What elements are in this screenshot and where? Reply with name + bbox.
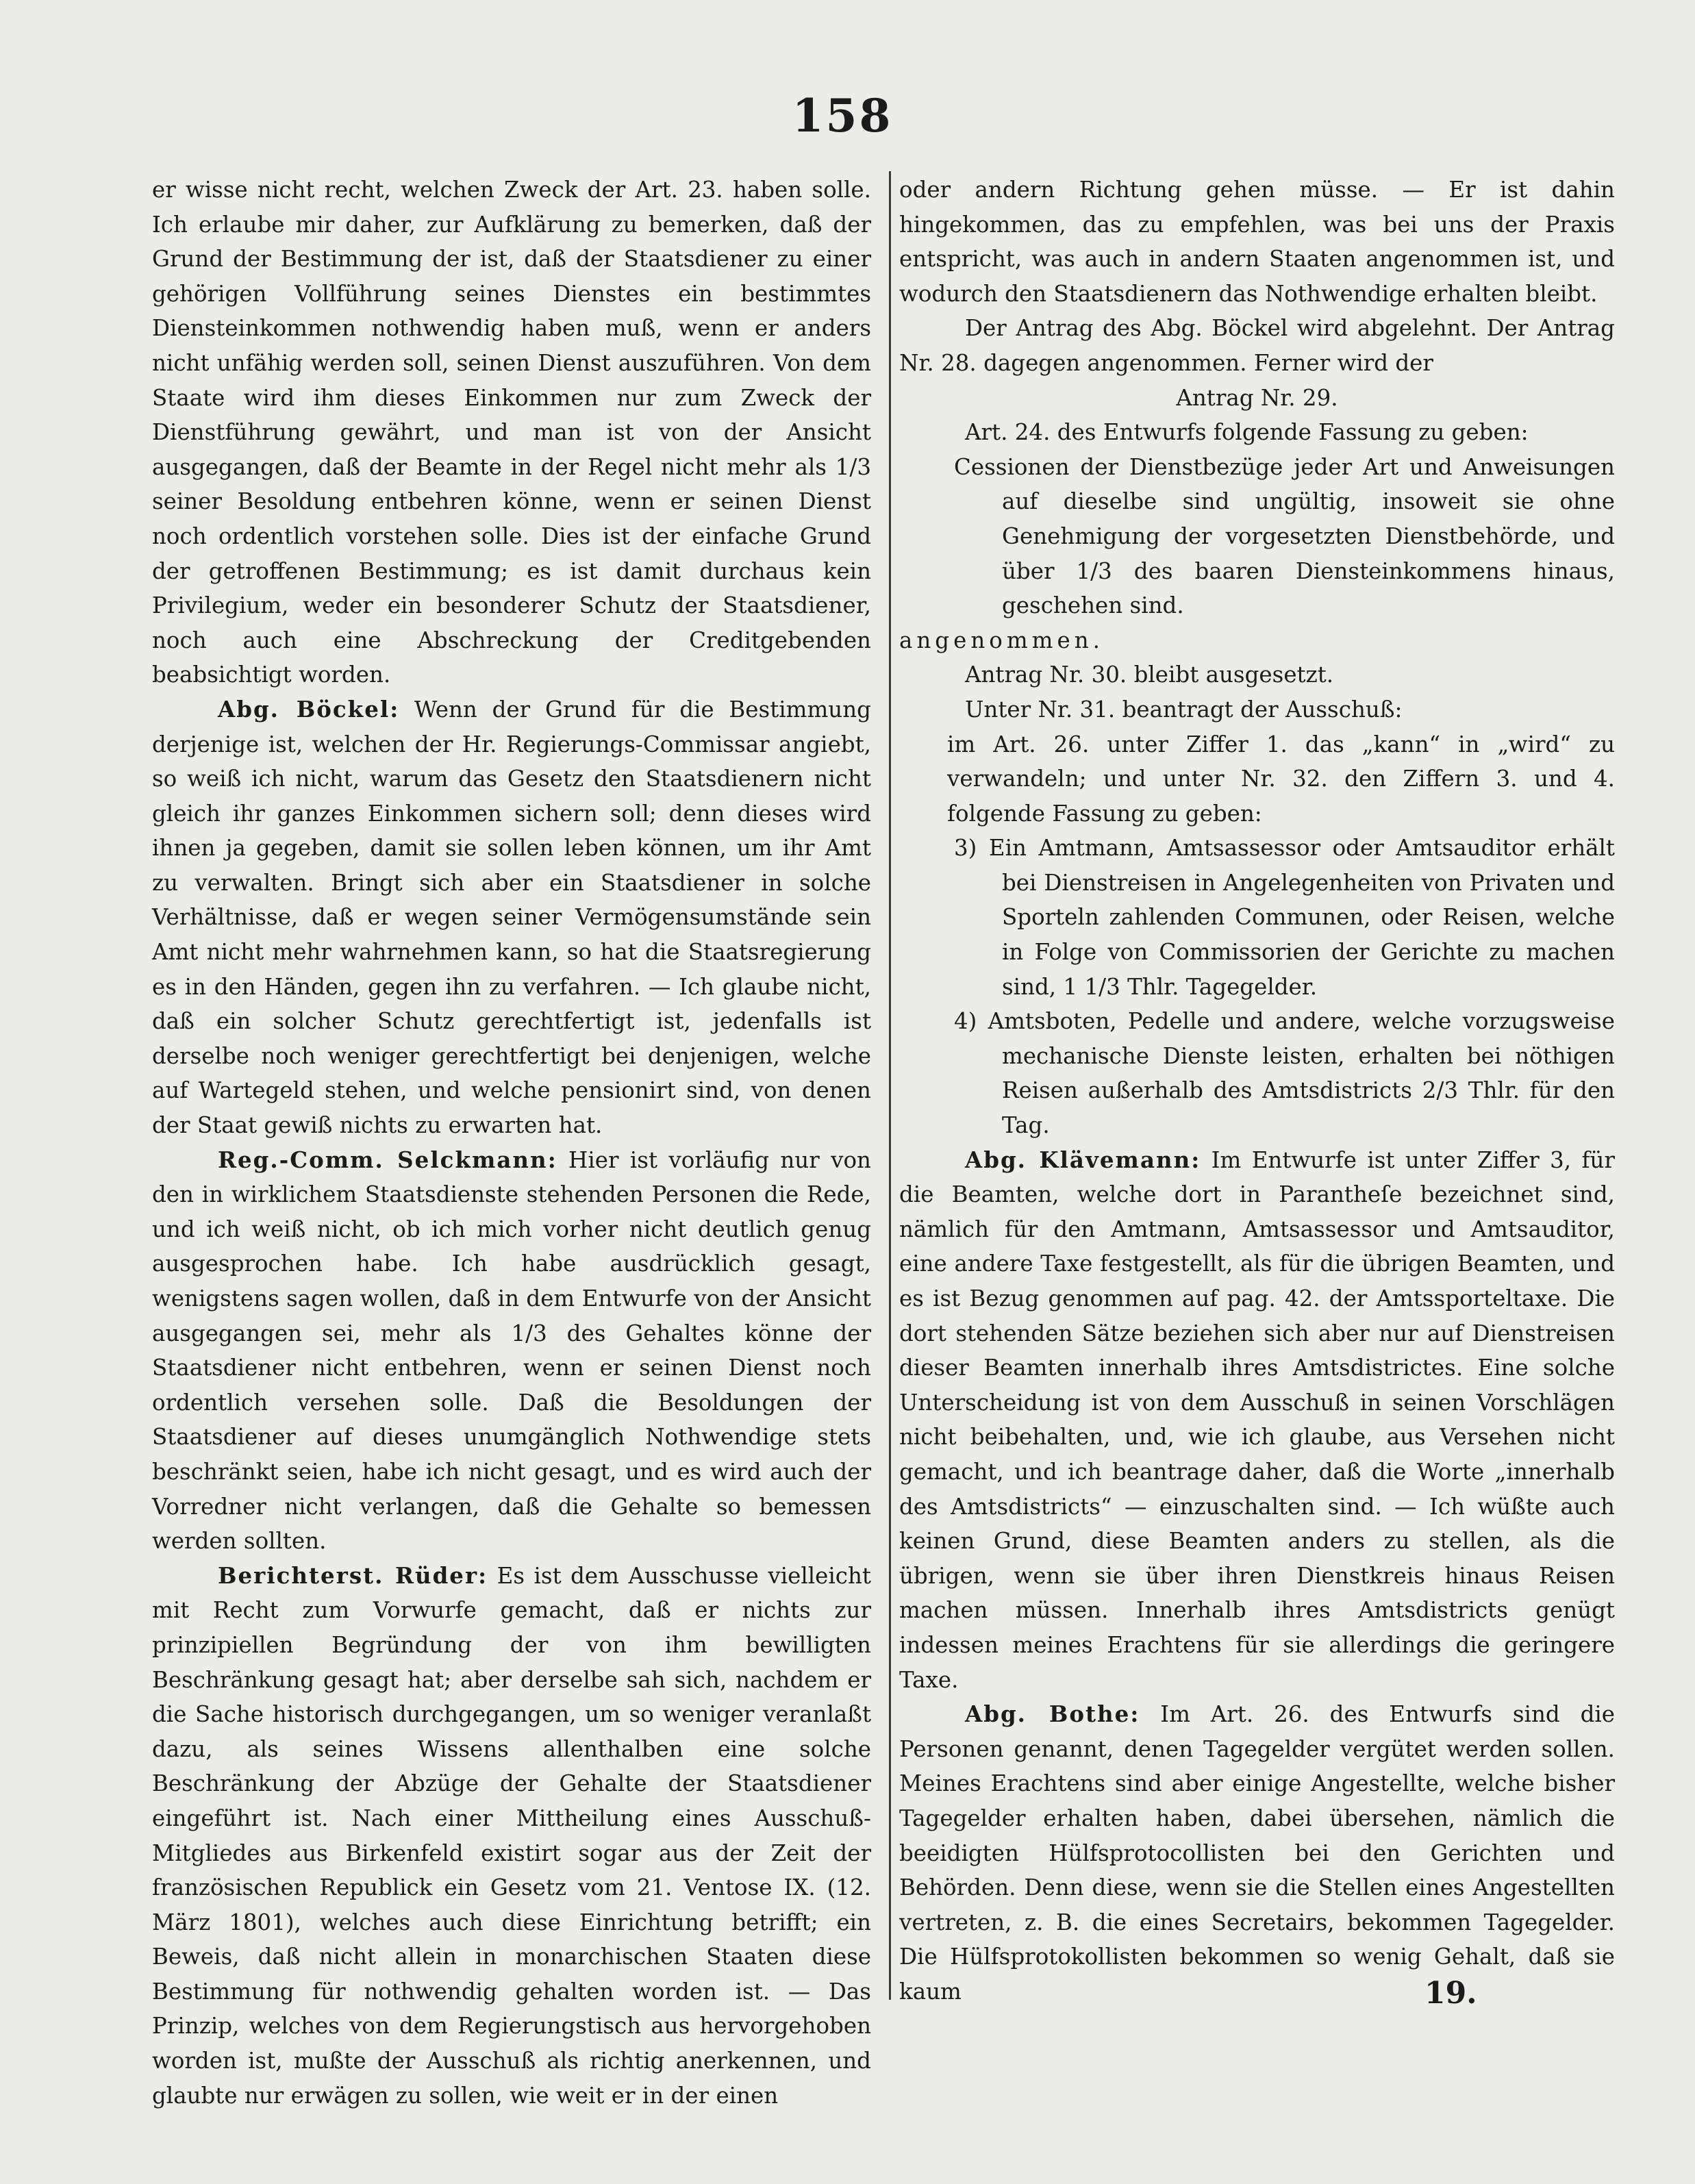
speaker-name: Berichterst. Rüder:	[218, 1561, 488, 1589]
speech-text: Hier ist vorläufig nur von den in wirklichem Staatsdienste stehenden Personen die Rede, und ich weiß nicht, ob ich mich vorher nicht deutlich genug ausgesprochen habe. Ich habe ausdrücklich gesagt, wenigstens sagen wollen, daß in dem Entwurfe von der Ansicht ausgegangen sei, mehr als 1/3 des Gehaltes könne der Staatsdiener nicht entbehren, wenn er seinen Dienst noch ordentlich versehen solle. Daß die Besoldungen der Staatsdiener auf dieses unumgänglich Nothwendige stets beschränkt seien, habe ich nicht gesagt, und es wird auch der Vorredner nicht verlangen, daß die Gehalte so bemessen werden sollten.	[152, 1146, 871, 1555]
resolution-text: angenommen.	[899, 627, 1104, 653]
paragraph	[152, 692, 871, 1143]
paragraph: oder andern Richtung gehen müsse. — Er ist dahin hingekommen, das zu empfehlen, was bei uns der Praxis entspricht, was auch in andern Staaten angenommen ist, und wodurch den Staatsdienern das Nothwendige erhalten bleibt.	[899, 177, 1615, 307]
paragraph: Antrag Nr. 30. bleibt ausgesetzt.	[965, 662, 1334, 688]
speech-text: Es ist dem Ausschusse vielleicht mit Recht zum Vorwurfe gemacht, daß er nichts zur prinzipiellen Begründung der von ihm bewilligten Beschränkung gesagt hat; aber derselbe sah sich, nachdem er die Sache historisch durchgegangen, um so weniger veranlaßt dazu, als seines Wissens allenthalben eine solche Beschränkung der Abzüge der Gehalte der Staatsdiener eingeführt ist. Nach einer Mittheilung eines Ausschuß-Mitgliedes aus Birkenfeld existirt sogar aus der Zeit der französischen Republick ein Gesetz vom 21. Ventose IX. (12. März 1801), welches auch diese Einrichtung betrifft; ein Beweis, daß nicht allein in monarchischen Staaten diese Bestimmung für nothwendig gehalten worden ist. — Das Prinzip, welches von dem Regierungstisch aus hervorgehoben worden ist, mußte der Ausschuß als richtig anerkennen, und glaubte nur erwägen zu sollen, wie weit er in der einen	[152, 1562, 871, 2109]
right-column	[899, 173, 1615, 2009]
speaker-name: Abg. Klävemann:	[965, 1146, 1201, 1173]
column-divider	[889, 171, 891, 2000]
speech-text: Im Art. 26. des Entwurfs sind die Personen genannt, denen Tagegelder vergütet werden sollen. Meines Erachtens sind aber einige Angestellte, welche bisher Tagegelder erhalten haben, dabei übersehen, nämlich die beeidigten Hülfsprotocollisten bei den Gerichten und Behörden. Denn diese, wenn sie die Stellen eines Angestellten vertreten, z. B. die eines Secretairs, bekommen Tagegelder. Die Hülfsprotokollisten bekommen so wenig Gehalt, daß sie kaum	[899, 1701, 1615, 2005]
speaker-name: Reg.-Comm. Selckmann:	[218, 1146, 557, 1173]
speaker-name: Abg. Bothe:	[965, 1700, 1140, 1728]
paragraph	[899, 1697, 1615, 2009]
list-item: 4) Amtsboten, Pedelle und andere, welche vorzugsweise mechanische Dienste leisten, erhalten bei nöthigen Reisen außerhalb des Amtsdistricts 2/3 Thlr. für den Tag.	[954, 1008, 1615, 1139]
speech-text: Wenn der Grund für die Bestimmung derjenige ist, welchen der Hr. Regierungs-Commissar angiebt, so weiß ich nicht, warum das Gesetz den Staatsdienern nicht gleich ihr ganzes Einkommen sichern soll; denn dieses wird ihnen ja gegeben, damit sie sollen leben können, um ihr Amt zu verwalten. Bringt sich aber ein Staatsdiener in solche Verhältnisse, daß er wegen seiner Vermögensumstände sein Amt nicht mehr wahrnehmen kann, so hat die Staatsregierung es in den Händen, gegen ihn zu verfahren. — Ich glaube nicht, daß ein solcher Schutz gerechtfertigt ist, jedenfalls ist derselbe noch weniger gerechtfertigt bei denjenigen, welche auf Wartegeld stehen, und welche pensionirt sind, von denen der Staat gewiß nichts zu erwarten hat.	[152, 696, 871, 1139]
paragraph	[899, 1143, 1615, 1698]
paragraph	[152, 1143, 871, 1559]
left-column	[152, 173, 871, 2113]
paragraph: Unter Nr. 31. beantragt der Ausschuß:	[965, 696, 1403, 723]
page-number: 158	[792, 89, 893, 142]
paragraph	[152, 1559, 871, 2113]
paragraph: im Art. 26. unter Ziffer 1. das „kann“ in „wird“ zu verwandeln; und unter Nr. 32. den Ziffern 3. und 4. folgende Fassung zu geben:	[947, 731, 1615, 827]
paragraph: Der Antrag des Abg. Böckel wird abgelehnt. Der Antrag Nr. 28. dagegen angenommen. Ferner wird der	[899, 315, 1615, 376]
paragraph: er wisse nicht recht, welchen Zweck der Art. 23. haben solle. Ich erlaube mir daher, zur Aufklärung zu bemerken, daß der Grund der Bestimmung der ist, daß der Staatsdiener zu einer gehörigen Vollführung seines Dienstes ein bestimmtes Diensteinkommen nothwendig haben muß, wenn er anders nicht unfähig werden soll, seinen Dienst auszuführen. Von dem Staate wird ihm dieses Einkommen nur zum Zweck der Dienstführung gewährt, und man ist von der Ansicht ausgegangen, daß der Beamte in der Regel nicht mehr als 1/3 seiner Besoldung entbehren könne, wenn er seinen Dienst noch ordentlich vorstehen solle. Dies ist der einfache Grund der getroffenen Bestimmung; es ist damit durchaus kein Privilegium, weder ein besonderer Schutz der Staatsdiener, noch auch eine Abschreckung der Creditgebenden beabsichtigt worden.	[152, 177, 871, 688]
signature-mark: 19.	[1424, 1976, 1477, 2011]
paragraph: Art. 24. des Entwurfs folgende Fassung zu geben:	[965, 419, 1529, 446]
antrag-heading: Antrag Nr. 29.	[1176, 384, 1338, 411]
quoted-text: Cessionen der Dienstbezüge jeder Art und Anweisungen auf dieselbe sind ungültig, insoweit sie ohne Genehmigung der vorgesetzten Dienstbehörde, und über 1/3 des baaren Diensteinkommens hinaus, geschehen sind.	[954, 453, 1615, 619]
speech-text: Im Entwurfe ist unter Ziffer 3, für die Beamten, welche dort in Parantheſe bezeichnet sind, nämlich für den Amtmann, Amtsassessor und Amtsauditor, eine andere Taxe festgestellt, als für die übrigen Beamten, und es ist Bezug genommen auf pag. 42. der Amtssporteltaxe. Die dort stehenden Sätze beziehen sich aber nur auf Dienstreisen dieser Beamten innerhalb ihres Amtsdistrictes. Eine solche Unterscheidung ist von dem Ausschuß in seinen Vorschlägen nicht beibehalten, und, wie ich glaube, aus Versehen nicht gemacht, und ich beantrage daher, daß die Worte „innerhalb des Amtsdistricts“ — einzuschalten sind. — Ich wüßte auch keinen Grund, diese Beamten anders zu stellen, als die übrigen, wenn sie über ihren Dienstkreis hinaus Reisen machen müssen. Innerhalb ihres Amtsdistricts genügt indessen meines Erachtens für sie allerdings die geringere Taxe.	[899, 1146, 1615, 1693]
speaker-name: Abg. Böckel:	[218, 695, 400, 723]
list-item: 3) Ein Amtmann, Amtsassessor oder Amtsauditor erhält bei Dienstreisen in Angelegenheiten von Privaten und Sporteln zahlenden Communen, oder Reisen, welche in Folge von Commissorien der Gerichte zu machen sind, 1 1/3 Thlr. Tagegelder.	[954, 835, 1615, 1000]
